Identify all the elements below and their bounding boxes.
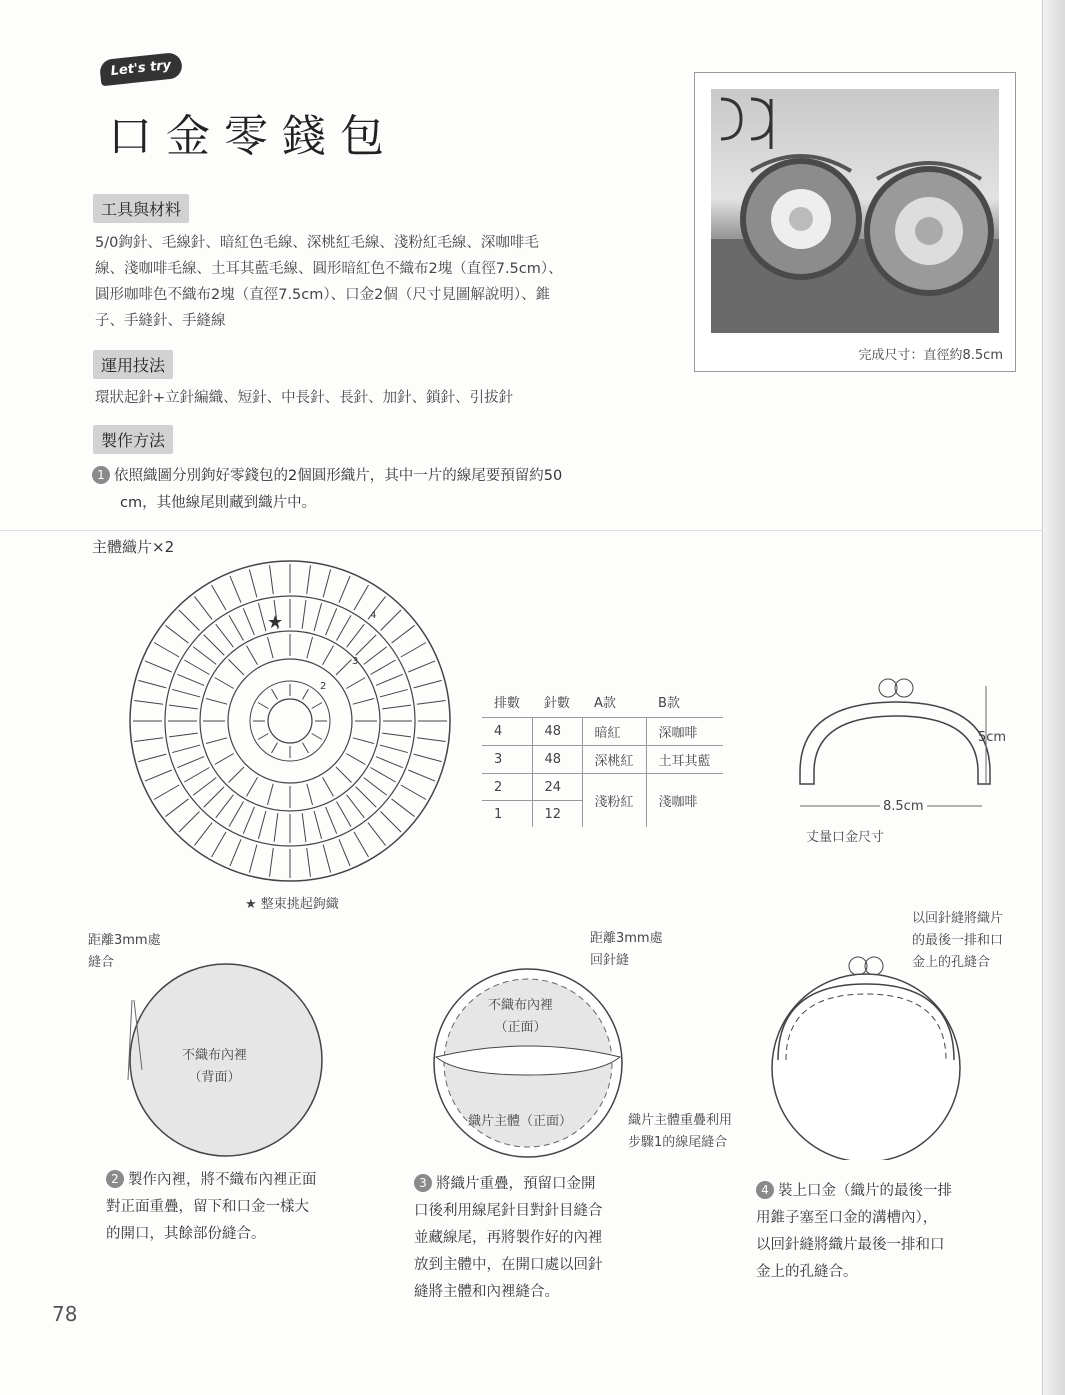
diagram2-label	[182, 1045, 247, 1089]
step-1-line: 依照織圖分別鉤好零錢包的2個圓形織片，其中一片的線尾要預留約50	[114, 468, 563, 484]
step-1	[92, 463, 652, 517]
note-line: 以回針縫將織片	[912, 911, 1004, 926]
color-a-cell: 淺粉紅	[582, 774, 646, 828]
step-line: 放到主體中，在開口處以回針	[414, 1257, 603, 1273]
star-note: ★ 整束挑起鉤織	[245, 897, 339, 912]
note-line: 縫合	[88, 955, 115, 970]
step-1-line: cm，其他線尾則藏到織片中。	[120, 495, 317, 511]
star-marker: ★	[267, 612, 284, 633]
note-line: 織片主體重疊利用	[628, 1113, 733, 1128]
product-photo-frame	[694, 72, 1016, 372]
table-header: A款	[594, 696, 616, 711]
coin-purse-illustration	[711, 89, 999, 333]
color-a-cell: 暗紅	[582, 718, 646, 746]
crochet-chart	[120, 556, 460, 886]
row-cell: 1	[482, 801, 532, 828]
step-line: 對正面重疊，留下和口金一樣大	[106, 1199, 309, 1215]
color-b-cell: 土耳其藍	[646, 746, 723, 774]
technique-text: 環狀起針+立針編織、短針、中長針、長針、加針、鎖針、引拔針	[95, 390, 514, 406]
row-cell: 4	[482, 718, 532, 746]
tools-text	[95, 230, 655, 334]
step-line: 口後利用線尾針目對針目縫合	[414, 1203, 603, 1219]
step-2	[106, 1167, 366, 1248]
step-line: 用錐子塞至口金的溝槽內），	[756, 1210, 938, 1226]
tools-line: 線、淺咖啡毛線、土耳其藍毛線、圓形暗紅色不織布2塊（直徑7.5cm）、	[95, 261, 563, 277]
step-line: 縫將主體和內裡縫合。	[414, 1284, 559, 1300]
stitch-cell: 48	[532, 746, 582, 774]
stitch-cell: 24	[532, 774, 582, 801]
lets-try-badge: Let's try	[99, 52, 183, 86]
stitch-cell: 48	[532, 718, 582, 746]
row-cell: 3	[482, 746, 532, 774]
color-a-cell: 深桃紅	[582, 746, 646, 774]
frame-width-label: 8.5cm	[880, 799, 927, 814]
step-number: 2	[106, 1170, 124, 1188]
table-row	[482, 718, 723, 746]
method-heading: 製作方法	[93, 425, 173, 454]
chart-title: 主體織片×2	[92, 538, 175, 556]
diagram3-label	[488, 995, 553, 1039]
round-label: 4	[370, 610, 377, 621]
step-line: 並藏線尾，再將製作好的內裡	[414, 1230, 603, 1246]
step-line: 以回針縫將織片最後一排和口	[756, 1237, 945, 1253]
color-b-cell: 深咖啡	[646, 718, 723, 746]
note-line: 金上的孔縫合	[912, 955, 991, 970]
step-line: 金上的孔縫合。	[756, 1264, 858, 1280]
label-line: （背面）	[188, 1070, 241, 1085]
note-line: 回針縫	[590, 953, 630, 968]
step-line: 製作內裡，將不織布內裡正面	[128, 1172, 317, 1188]
page-title: 口金零錢包	[108, 111, 398, 162]
tools-line: 5/0鉤針、毛線針、暗紅色毛線、深桃紅毛線、淺粉紅毛線、深咖啡毛	[95, 235, 539, 251]
step-number: 1	[92, 466, 110, 484]
step-number: 3	[414, 1174, 432, 1192]
table-row	[482, 746, 723, 774]
photo-caption: 完成尺寸：直徑約8.5cm	[858, 348, 1003, 363]
tools-line: 子、手縫針、手縫線	[95, 313, 226, 329]
tools-line: 圓形咖啡色不織布2塊（直徑7.5cm）、口金2個（尺寸見圖解說明）、錐	[95, 287, 551, 303]
page-number: 78	[52, 1302, 78, 1326]
step-line: 裝上口金（織片的最後一排	[778, 1183, 952, 1199]
frame-height-label: 5cm	[978, 730, 1007, 745]
note-line: 距離3mm處	[590, 931, 663, 946]
product-photo	[711, 89, 999, 333]
stitch-cell: 12	[532, 801, 582, 828]
page-edge	[1042, 0, 1065, 1395]
label-line: （正面）	[494, 1020, 547, 1035]
color-b-cell: 淺咖啡	[646, 774, 723, 828]
row-color-table	[482, 692, 723, 827]
round-label: 2	[320, 681, 327, 692]
step-3	[414, 1171, 654, 1306]
diagram3-side-note	[628, 1110, 732, 1154]
technique-heading: 運用技法	[93, 350, 173, 379]
diagram3-body-label: 織片主體（正面）	[468, 1114, 573, 1129]
table-header: 針數	[544, 696, 571, 711]
tools-heading: 工具與材料	[93, 194, 189, 223]
step-line: 的開口，其餘部份縫合。	[106, 1226, 266, 1242]
step-line: 將織片重疊，預留口金開	[436, 1176, 596, 1192]
table-row	[482, 774, 723, 801]
note-line: 距離3mm處	[88, 933, 161, 948]
table-header: B款	[658, 696, 680, 711]
step-number: 4	[756, 1181, 774, 1199]
note-line: 步驟1的線尾縫合	[628, 1135, 728, 1150]
final-assembly-diagram	[760, 950, 970, 1160]
row-cell: 2	[482, 774, 532, 801]
table-header: 排數	[494, 696, 521, 711]
label-line: 不織布內裡	[182, 1048, 248, 1063]
frame-caption: 丈量口金尺寸	[806, 830, 885, 845]
step-4	[756, 1178, 996, 1286]
round-label: 3	[352, 656, 359, 667]
label-line: 不織布內裡	[488, 998, 554, 1013]
note-line: 的最後一排和口	[912, 933, 1004, 948]
section-divider	[0, 530, 1043, 531]
